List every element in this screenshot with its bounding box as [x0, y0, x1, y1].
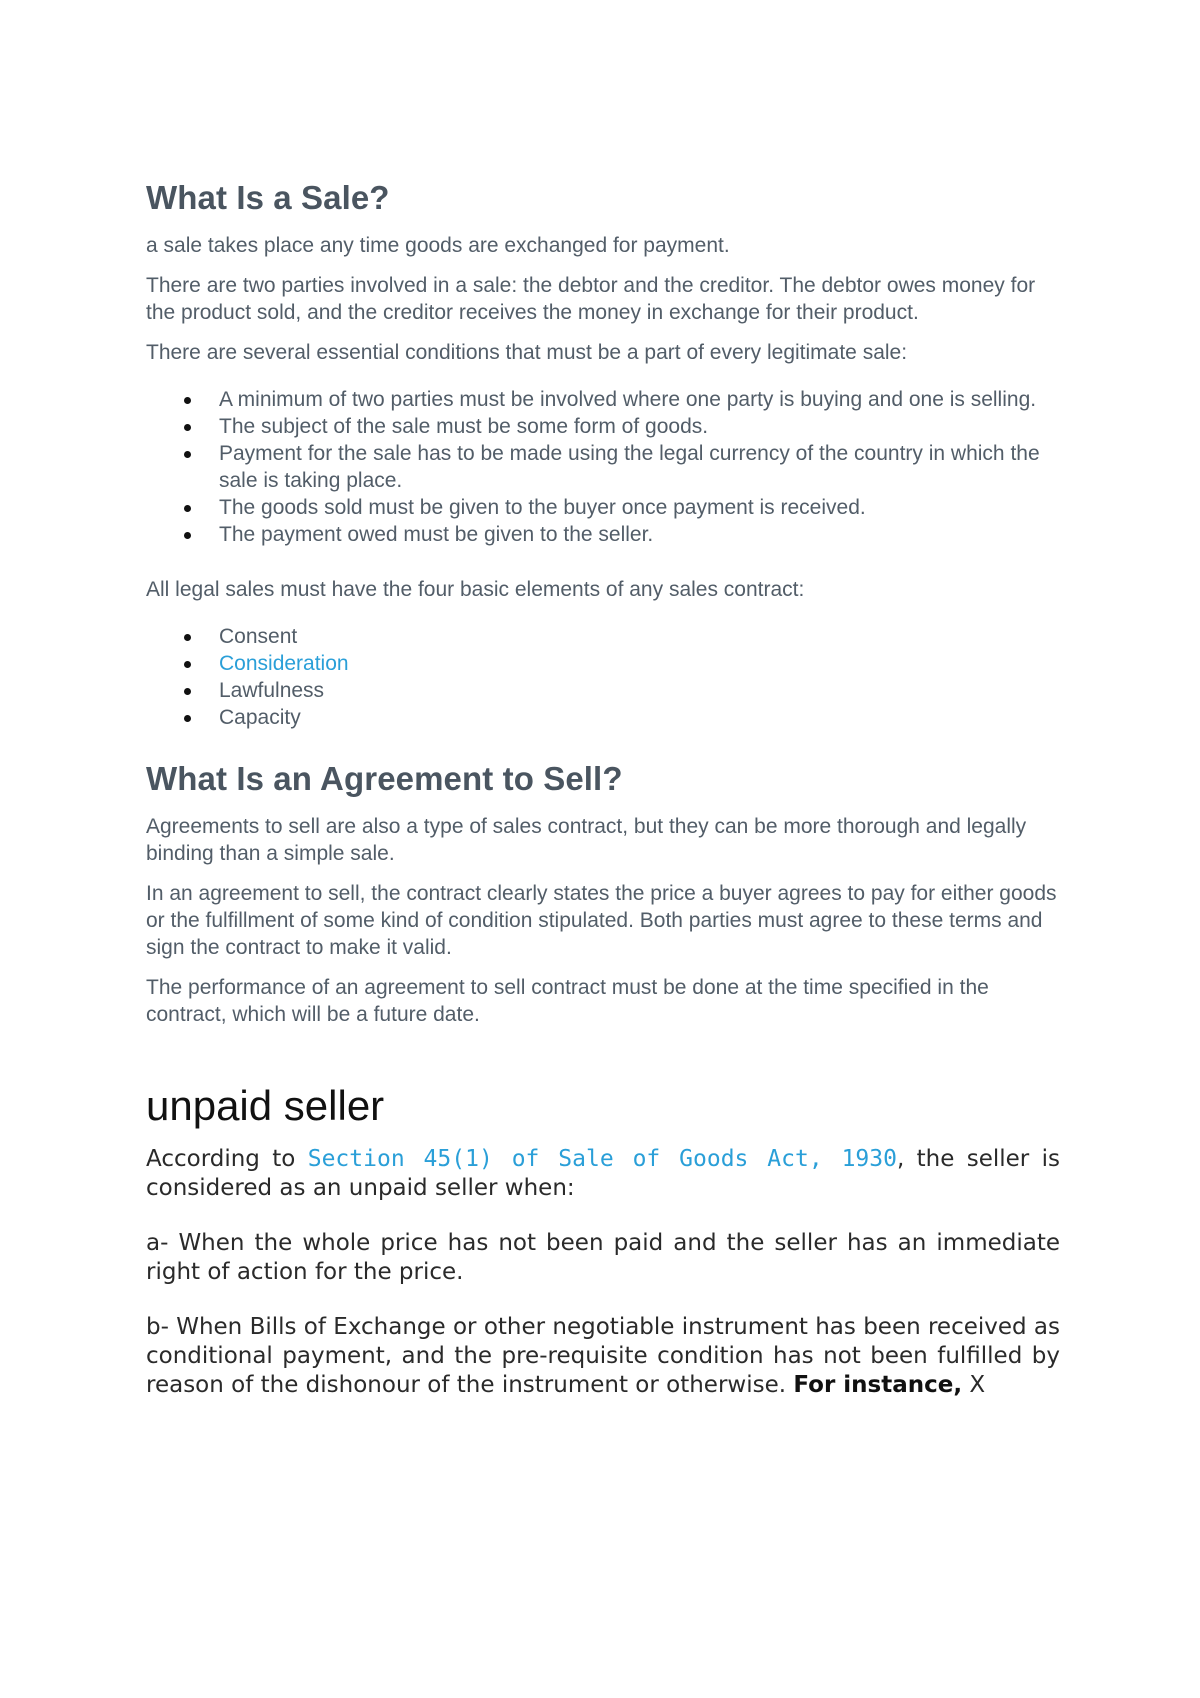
elements-list [146, 623, 1060, 731]
for-instance-label: For instance, [793, 1372, 963, 1398]
conditions-list [146, 386, 1060, 548]
section-spacer [146, 1041, 1060, 1081]
list-item: Consent [146, 623, 1060, 650]
bullet-icon [184, 661, 191, 668]
conditions-intro: There are several essential conditions that must be a part of every legitimate sale: [146, 341, 908, 364]
list-item: The goods sold must be given to the buyer once payment is received. [146, 494, 1060, 521]
list-item: A minimum of two parties must be involved where one party is buying and one is selling. [146, 386, 1060, 413]
agreement-paragraph: The performance of an agreement to sell contract must be done at the time specified in the contract, which will be a future date. [146, 976, 989, 1026]
bullet-icon [184, 715, 191, 722]
bullet-icon [184, 505, 191, 512]
unpaid-intro: According to Section 45(1) of Sale of Goods Act, 1930, the seller is considered as an unpaid seller when: [146, 1146, 1061, 1201]
bullet-icon [184, 532, 191, 539]
document-page [146, 178, 1060, 1426]
list-item: Capacity [146, 704, 1060, 731]
bullet-icon [184, 634, 191, 641]
elements-intro: All legal sales must have the four basic elements of any sales contract: [146, 578, 805, 601]
sale-parties: There are two parties involved in a sale: the debtor and the creditor. The debtor owes money for the product sold, and the creditor receives the money in exchange for their product. [146, 274, 1036, 324]
sale-heading: What Is a Sale? [146, 179, 390, 216]
list-item: Payment for the sale has to be made using the legal currency of the country in which the sale is taking place. [146, 440, 1060, 494]
agreement-paragraph: Agreements to sell are also a type of sales contract, but they can be more thorough and legally binding than a simple sale. [146, 815, 1027, 865]
list-item: Lawfulness [146, 677, 1060, 704]
consideration-link[interactable]: Consideration [219, 652, 349, 675]
bullet-icon [184, 451, 191, 458]
list-item: The payment owed must be given to the seller. [146, 521, 1060, 548]
unpaid-seller-heading: unpaid seller [146, 1082, 385, 1129]
section-45-link[interactable]: Section 45(1) of Sale of Goods Act, 1930 [307, 1146, 897, 1172]
unpaid-point-a: a- When the whole price has not been paid and the seller has an immediate right of action for the price. [146, 1230, 1060, 1285]
list-item: The subject of the sale must be some form of goods. [146, 413, 1060, 440]
bullet-icon [184, 688, 191, 695]
list-item [146, 650, 1060, 677]
agreement-paragraph: In an agreement to sell, the contract clearly states the price a buyer agrees to pay for either goods or the fulfillment of some kind of condition stipulated. Both parties must agree to these terms and sign the contract to make it valid. [146, 882, 1057, 959]
sale-intro: a sale takes place any time goods are exchanged for payment. [146, 234, 730, 257]
bullet-icon [184, 424, 191, 431]
unpaid-point-b: b- When Bills of Exchange or other negotiable instrument has been received as conditional payment, and the pre-requisite condition has not been fulfilled by reason of the dishonour of the instrument or otherwise. For instance, X [146, 1314, 1061, 1398]
agreement-heading: What Is an Agreement to Sell? [146, 760, 623, 797]
bullet-icon [184, 397, 191, 404]
